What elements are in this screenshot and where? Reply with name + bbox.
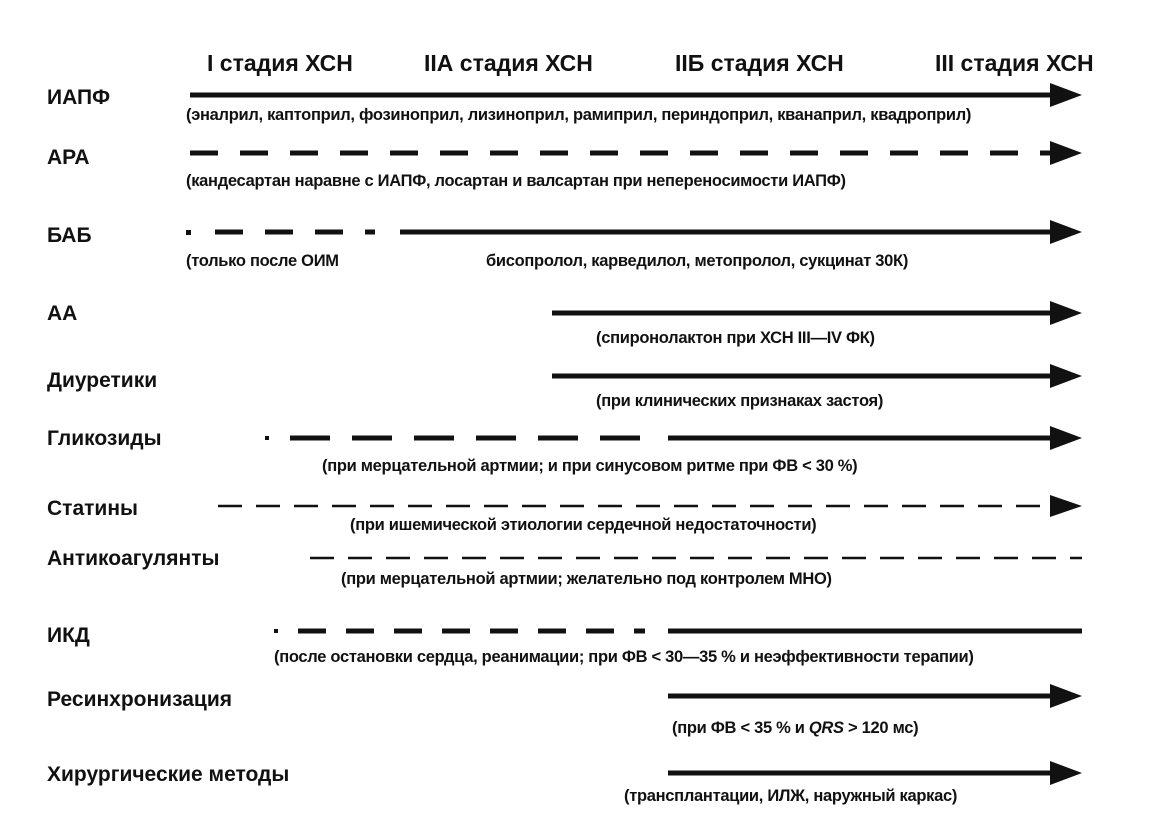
row-label-statins: Статины xyxy=(47,497,138,520)
note-icd: (после остановки сердца, реанимации; при ФВ < 30—35 % и неэффективности терапии) xyxy=(274,648,974,666)
row-label-resync: Ресинхронизация xyxy=(47,688,233,711)
stage-3-header: III стадия ХСН xyxy=(935,50,1094,76)
iapf-arrow-icon xyxy=(1050,83,1082,107)
note-statins: (при ишемической этиологии сердечной недостаточности) xyxy=(350,516,817,534)
note-iapf: (эналрил, каптоприл, фозиноприл, лизиноприл, рамиприл, периндоприл, кванаприл, квадроприл) xyxy=(186,106,972,124)
aa-line xyxy=(552,301,1082,325)
stage-1-header: I стадия ХСН xyxy=(207,50,353,76)
note-resync xyxy=(672,719,918,738)
note-surgery: (трансплантации, ИЛЖ, наружный каркас) xyxy=(624,787,958,805)
row-label-ara: АРА xyxy=(47,146,90,169)
row-label-iapf: ИАПФ xyxy=(47,86,110,109)
note-ara: (кандесартан наравне с ИАПФ, лосартан и валсартан при непереносимости ИАПФ) xyxy=(186,172,846,190)
row-label-surgery: Хирургические методы xyxy=(47,763,290,786)
note-resync-qrs: QRS xyxy=(808,719,844,737)
stage-2b-header: IIБ стадия ХСН xyxy=(675,50,844,76)
stage-2a-header: IIА стадия ХСН xyxy=(424,50,593,76)
row-label-anticoagulants: Антикоагулянты xyxy=(47,547,220,570)
surgery-arrow-icon xyxy=(1050,761,1082,785)
note-glycosides: (при мерцательной артмии; и при синусовом ритме при ФВ < 30 %) xyxy=(322,457,858,475)
glycosides-line xyxy=(265,426,1082,450)
note-aa: (спиронолактон при ХСН III—IV ФК) xyxy=(596,329,875,347)
diuretics-arrow-icon xyxy=(1050,364,1082,388)
note-resync-part-2: > 120 мс) xyxy=(843,719,919,737)
note-anticoagulants: (при мерцательной артмии; желательно под контролем МНО) xyxy=(341,570,832,588)
row-label-glycosides: Гликозиды xyxy=(47,427,162,450)
glycosides-arrow-icon xyxy=(1050,426,1082,450)
row-label-diuretics: Диуретики xyxy=(47,369,158,392)
diuretics-line xyxy=(552,364,1082,388)
aa-arrow-icon xyxy=(1050,301,1082,325)
icd-line xyxy=(274,629,1082,633)
row-label-bab: БАБ xyxy=(47,224,92,247)
row-label-aa: АА xyxy=(47,302,78,325)
iapf-line xyxy=(190,83,1082,107)
note-bab-1: (только после ОИМ xyxy=(186,252,339,270)
surgery-line xyxy=(668,761,1082,785)
resync-arrow-icon xyxy=(1050,684,1082,708)
note-resync-part-1: (при ФВ < 35 % и xyxy=(672,719,809,737)
note-bab-2: бисопролол, карведилол, метопролол, сукцинат 30К) xyxy=(486,252,909,270)
statins-line xyxy=(218,495,1082,517)
row-label-icd: ИКД xyxy=(47,624,90,647)
statins-arrow-icon xyxy=(1050,495,1082,517)
bab-line xyxy=(186,220,1082,244)
ara-line xyxy=(190,141,1082,165)
note-diuretics: (при клинических признаках застоя) xyxy=(596,392,884,410)
bab-arrow-icon xyxy=(1050,220,1082,244)
ara-arrow-icon xyxy=(1050,141,1082,165)
resync-line xyxy=(668,684,1082,708)
